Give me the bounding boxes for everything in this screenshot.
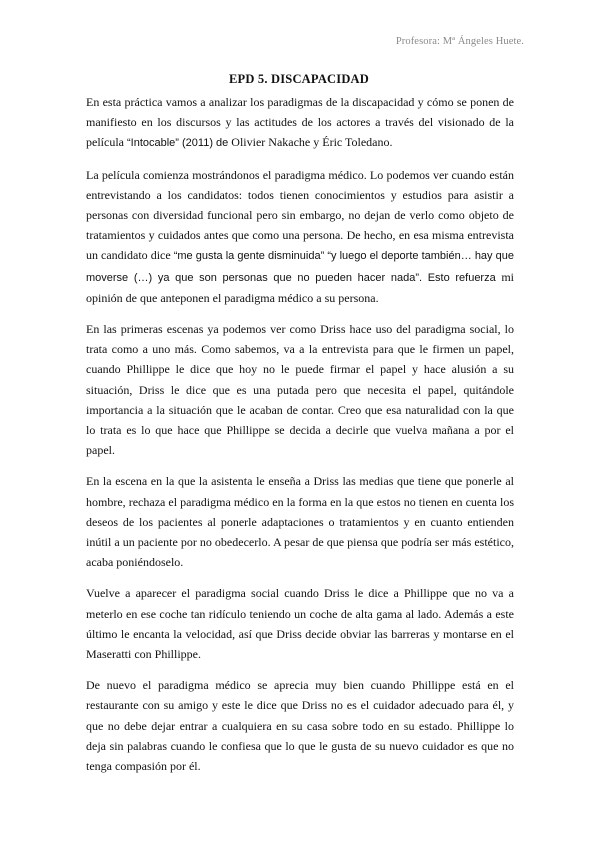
paragraph-2-text-a: La película comienza mostrándonos el paradigma médico. Lo podemos ver cuando están entrevistando a los candidatos: todos tienen conocimientos y estudios para asistir a personas con diversidad funcional pero sin embargo, no dejan de verlo como objeto de tratamientos y cuidados antes que como una persona. De hecho, en esa misma entrevista un candidato dice [86,167,514,263]
paragraph-6: De nuevo el paradigma médico se aprecia muy bien cuando Phillippe está en el restaurante con su amigo y este le dice que Driss no es el cuidador adecuado para él, y que no debe dejar entrar a cualquiera en su casa sobre todo en su estado. Phillippe lo deja sin palabras cuando le confiesa que lo que le gusta de su nuevo cuidador es que no tenga compasión por él. [86,678,514,774]
paragraph-1-text-a: En esta práctica vamos a analizar los paradigmas de la discapacidad y cómo se ponen de manifiesto en los discursos y las actitudes de los actores a través del visionado de la película [86,95,514,150]
paragraph-2-text-c: mi opinión de que anteponen el paradigma médico a su persona. [86,269,514,305]
paragraph-1-text-c: Olivier Nakache y Éric Toledano. [228,135,393,150]
paragraph-1-film-title: “Intocable” (2011) de [126,137,229,150]
paragraph-2 [86,165,514,308]
paragraph-2-quote: “me gusta la gente disminuida” “y luego el deporte también… hay que moverse (…) ya que son personas que no pueden hacer nada”. Esto refuerza [86,250,514,284]
document-title: EPD 5. DISCAPACIDAD [228,72,370,86]
paragraph-3: En las primeras escenas ya podemos ver como Driss hace uso del paradigma social, lo trata como a uno más. Como sabemos, va a la entrevista para que le firmen un papel, cuando Phillippe le dice que hoy no le puede firmar el papel y hace alusión a su situación, Driss le dice que es una putada pero que necesita el papel, quitándole importancia a la situación que le acaban de contar. Creo que esa naturalidad con la que lo trata es lo que hace que Phillippe se decida a decirle que vuelva mañana a por el papel. [86,322,514,458]
paragraph-1 [86,92,514,154]
paragraph-5: Vuelve a aparecer el paradigma social cuando Driss le dice a Phillippe que no va a meterlo en ese coche tan ridículo teniendo un coche de alta gama al lado. Además a este último le encanta la velocidad, así que Driss decide obviar las barreras y montarse en el Maseratti con Phillippe. [86,586,514,662]
page-header-author: Profesora: Mª Ángeles Huete. [395,36,524,47]
document-body [86,92,514,787]
paragraph-4: En la escena en la que la asistenta le enseña a Driss las medias que tiene que ponerle al hombre, rechaza el paradigma médico en la forma en la que estos no tienen en cuenta los deseos de los pacientes al ponerle adaptaciones o tratamientos y en cuanto entienden inútil a un paciente por no obedecerlo. A pesar de que piensa que podría ser más estético, acaba poniéndoselo. [86,474,514,570]
